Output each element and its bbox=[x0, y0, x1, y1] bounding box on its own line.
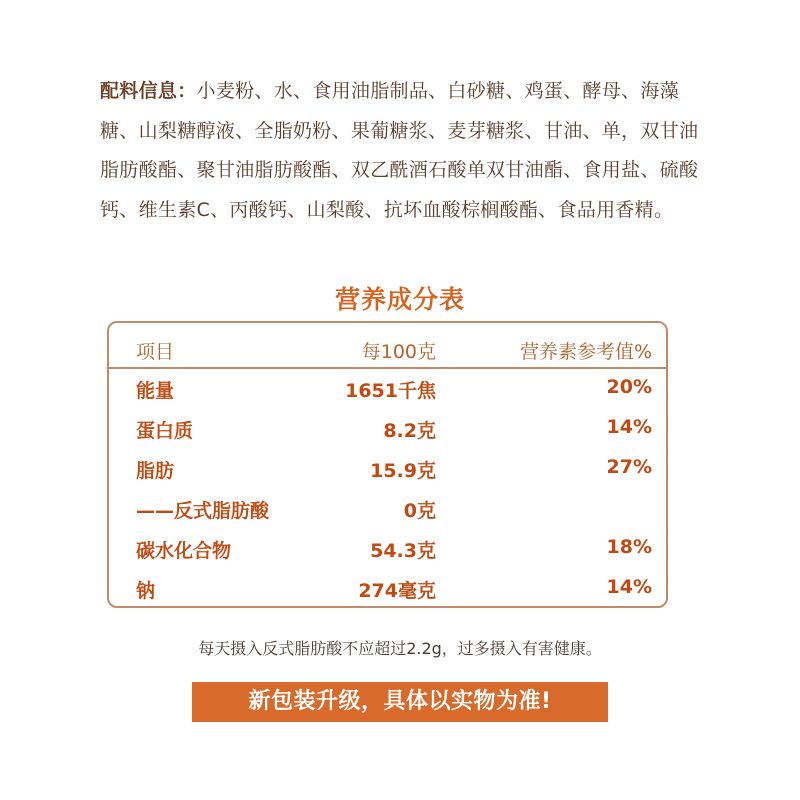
packaging-banner: 新包装升级，具体以实物为准! bbox=[192, 682, 608, 722]
trans-fat-warning: 每天摄入反式脂肪酸不应超过2.2g，过多摄入有害健康。 bbox=[198, 639, 602, 658]
row-per100g: 15.9克 bbox=[370, 460, 436, 482]
ingredients-text: 小麦粉、水、食用油脂制品、白砂糖、鸡蛋、酵母、海藻糖、山梨糖醇液、全脂奶粉、果葡糖浆、麦芽糖浆、甘油、单，双甘油脂肪酸酯、聚甘油脂肪酸酯、双乙酰酒石酸单双甘油酯、食用盐、硫酸钙、维生素C、丙酸钙、山梨酸、抗坏血酸棕榈酸酯、食品用香精。 bbox=[100, 80, 699, 221]
table-row bbox=[109, 408, 666, 448]
row-nrv: 14% bbox=[606, 416, 652, 438]
row-per100g: 1651千焦 bbox=[345, 380, 436, 402]
row-item: 碳水化合物 bbox=[136, 540, 232, 562]
header-nrv: 营养素参考值% bbox=[519, 341, 652, 363]
row-nrv: 27% bbox=[606, 456, 652, 478]
nutrition-table bbox=[107, 321, 668, 608]
nutrition-title: 营养成分表 bbox=[334, 285, 465, 314]
row-item: 蛋白质 bbox=[136, 420, 194, 442]
row-item: 能量 bbox=[136, 380, 175, 402]
row-nrv: 18% bbox=[606, 536, 652, 558]
row-item: 钠 bbox=[136, 580, 156, 602]
row-item: ——反式脂肪酸 bbox=[136, 500, 270, 522]
table-row bbox=[109, 368, 666, 408]
row-per100g: 54.3克 bbox=[370, 540, 436, 562]
header-per100g: 每100克 bbox=[361, 341, 436, 363]
table-row bbox=[109, 568, 666, 608]
ingredients-block bbox=[100, 72, 710, 230]
table-header-row bbox=[109, 329, 666, 369]
row-nrv: 14% bbox=[606, 576, 652, 598]
row-per100g: 8.2克 bbox=[383, 420, 436, 442]
table-row bbox=[109, 528, 666, 568]
header-item: 项目 bbox=[136, 341, 175, 363]
row-per100g: 274毫克 bbox=[358, 580, 436, 602]
table-row bbox=[109, 488, 666, 528]
row-nrv: 20% bbox=[606, 376, 652, 398]
row-item: 脂肪 bbox=[136, 460, 175, 482]
ingredients-label: 配料信息： bbox=[100, 80, 197, 102]
table-row bbox=[109, 448, 666, 488]
row-per100g: 0克 bbox=[403, 500, 436, 522]
